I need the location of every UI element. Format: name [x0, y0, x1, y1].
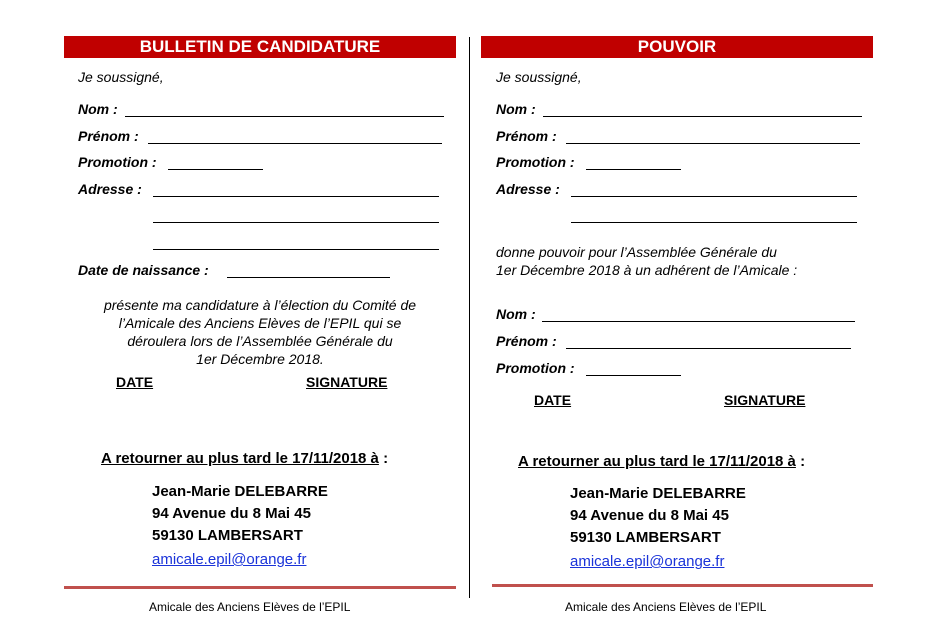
- promotion-field[interactable]: [168, 169, 263, 170]
- adresse-field-line-2[interactable]: [153, 222, 439, 223]
- vertical-divider: [469, 37, 470, 598]
- paragraph-line: 1er Décembre 2018.: [196, 351, 324, 367]
- email-link[interactable]: amicale.epil@orange.fr: [152, 551, 307, 568]
- address-city: 59130 LAMBERSART: [570, 529, 721, 546]
- adresse-field-line-1[interactable]: [153, 196, 439, 197]
- return-deadline: [518, 453, 805, 470]
- candidature-banner: BULLETIN DE CANDIDATURE: [64, 36, 456, 58]
- intro-text: Je soussigné,: [78, 69, 164, 85]
- adresse-field-line-3[interactable]: [153, 249, 439, 250]
- promotion-label: Promotion :: [78, 154, 157, 170]
- adresse-field-line-1[interactable]: [571, 196, 857, 197]
- pouvoir-paragraph-line: 1er Décembre 2018 à un adhérent de l’Amicale :: [496, 262, 798, 278]
- mandataire-promotion-field[interactable]: [586, 375, 681, 376]
- return-deadline-suffix: :: [378, 450, 389, 467]
- bottom-rule: [492, 584, 873, 587]
- date-label: DATE: [116, 374, 154, 390]
- prenom-field[interactable]: [148, 143, 442, 144]
- email-link[interactable]: amicale.epil@orange.fr: [570, 553, 725, 570]
- bottom-rule: [64, 586, 456, 589]
- paragraph-line: l’Amicale des Anciens Elèves de l’EPIL qui se: [118, 315, 402, 331]
- prenom-label: Prénom :: [496, 128, 557, 144]
- intro-text: Je soussigné,: [496, 69, 582, 85]
- nom-label: Nom :: [78, 101, 118, 117]
- date-label: DATE: [534, 392, 572, 408]
- mandataire-prenom-label: Prénom :: [496, 333, 557, 349]
- address-name: Jean-Marie DELEBARRE: [570, 485, 746, 502]
- return-deadline: [101, 450, 388, 467]
- date-naissance-label: Date de naissance :: [78, 262, 209, 278]
- return-deadline-text: A retourner au plus tard le 17/11/2018 à: [518, 453, 796, 470]
- nom-field[interactable]: [125, 116, 444, 117]
- nom-field[interactable]: [543, 116, 862, 117]
- address-name: Jean-Marie DELEBARRE: [152, 483, 328, 500]
- adresse-label: Adresse :: [496, 181, 560, 197]
- pouvoir-paragraph-line: donne pouvoir pour l’Assemblée Générale du: [496, 244, 777, 260]
- mandataire-nom-field[interactable]: [542, 321, 855, 322]
- date-naissance-field[interactable]: [227, 277, 390, 278]
- signature-label: SIGNATURE: [724, 392, 806, 408]
- promotion-label: Promotion :: [496, 154, 575, 170]
- promotion-field[interactable]: [586, 169, 681, 170]
- address-street: 94 Avenue du 8 Mai 45: [570, 507, 729, 524]
- paragraph-line: déroulera lors de l’Assemblée Générale du: [127, 333, 393, 349]
- mandataire-prenom-field[interactable]: [566, 348, 851, 349]
- address-city: 59130 LAMBERSART: [152, 527, 303, 544]
- adresse-label: Adresse :: [78, 181, 142, 197]
- address-street: 94 Avenue du 8 Mai 45: [152, 505, 311, 522]
- adresse-field-line-2[interactable]: [571, 222, 857, 223]
- footer-text: Amicale des Anciens Elèves de l’EPIL: [149, 600, 351, 614]
- pouvoir-banner: POUVOIR: [481, 36, 873, 58]
- return-deadline-suffix: :: [795, 453, 806, 470]
- nom-label: Nom :: [496, 101, 536, 117]
- signature-label: SIGNATURE: [306, 374, 388, 390]
- prenom-field[interactable]: [566, 143, 860, 144]
- mandataire-promotion-label: Promotion :: [496, 360, 575, 376]
- return-deadline-text: A retourner au plus tard le 17/11/2018 à: [101, 450, 379, 467]
- mandataire-nom-label: Nom :: [496, 306, 536, 322]
- footer-text: Amicale des Anciens Elèves de l’EPIL: [565, 600, 767, 614]
- paragraph-line: présente ma candidature à l’élection du Comité de: [103, 297, 417, 313]
- prenom-label: Prénom :: [78, 128, 139, 144]
